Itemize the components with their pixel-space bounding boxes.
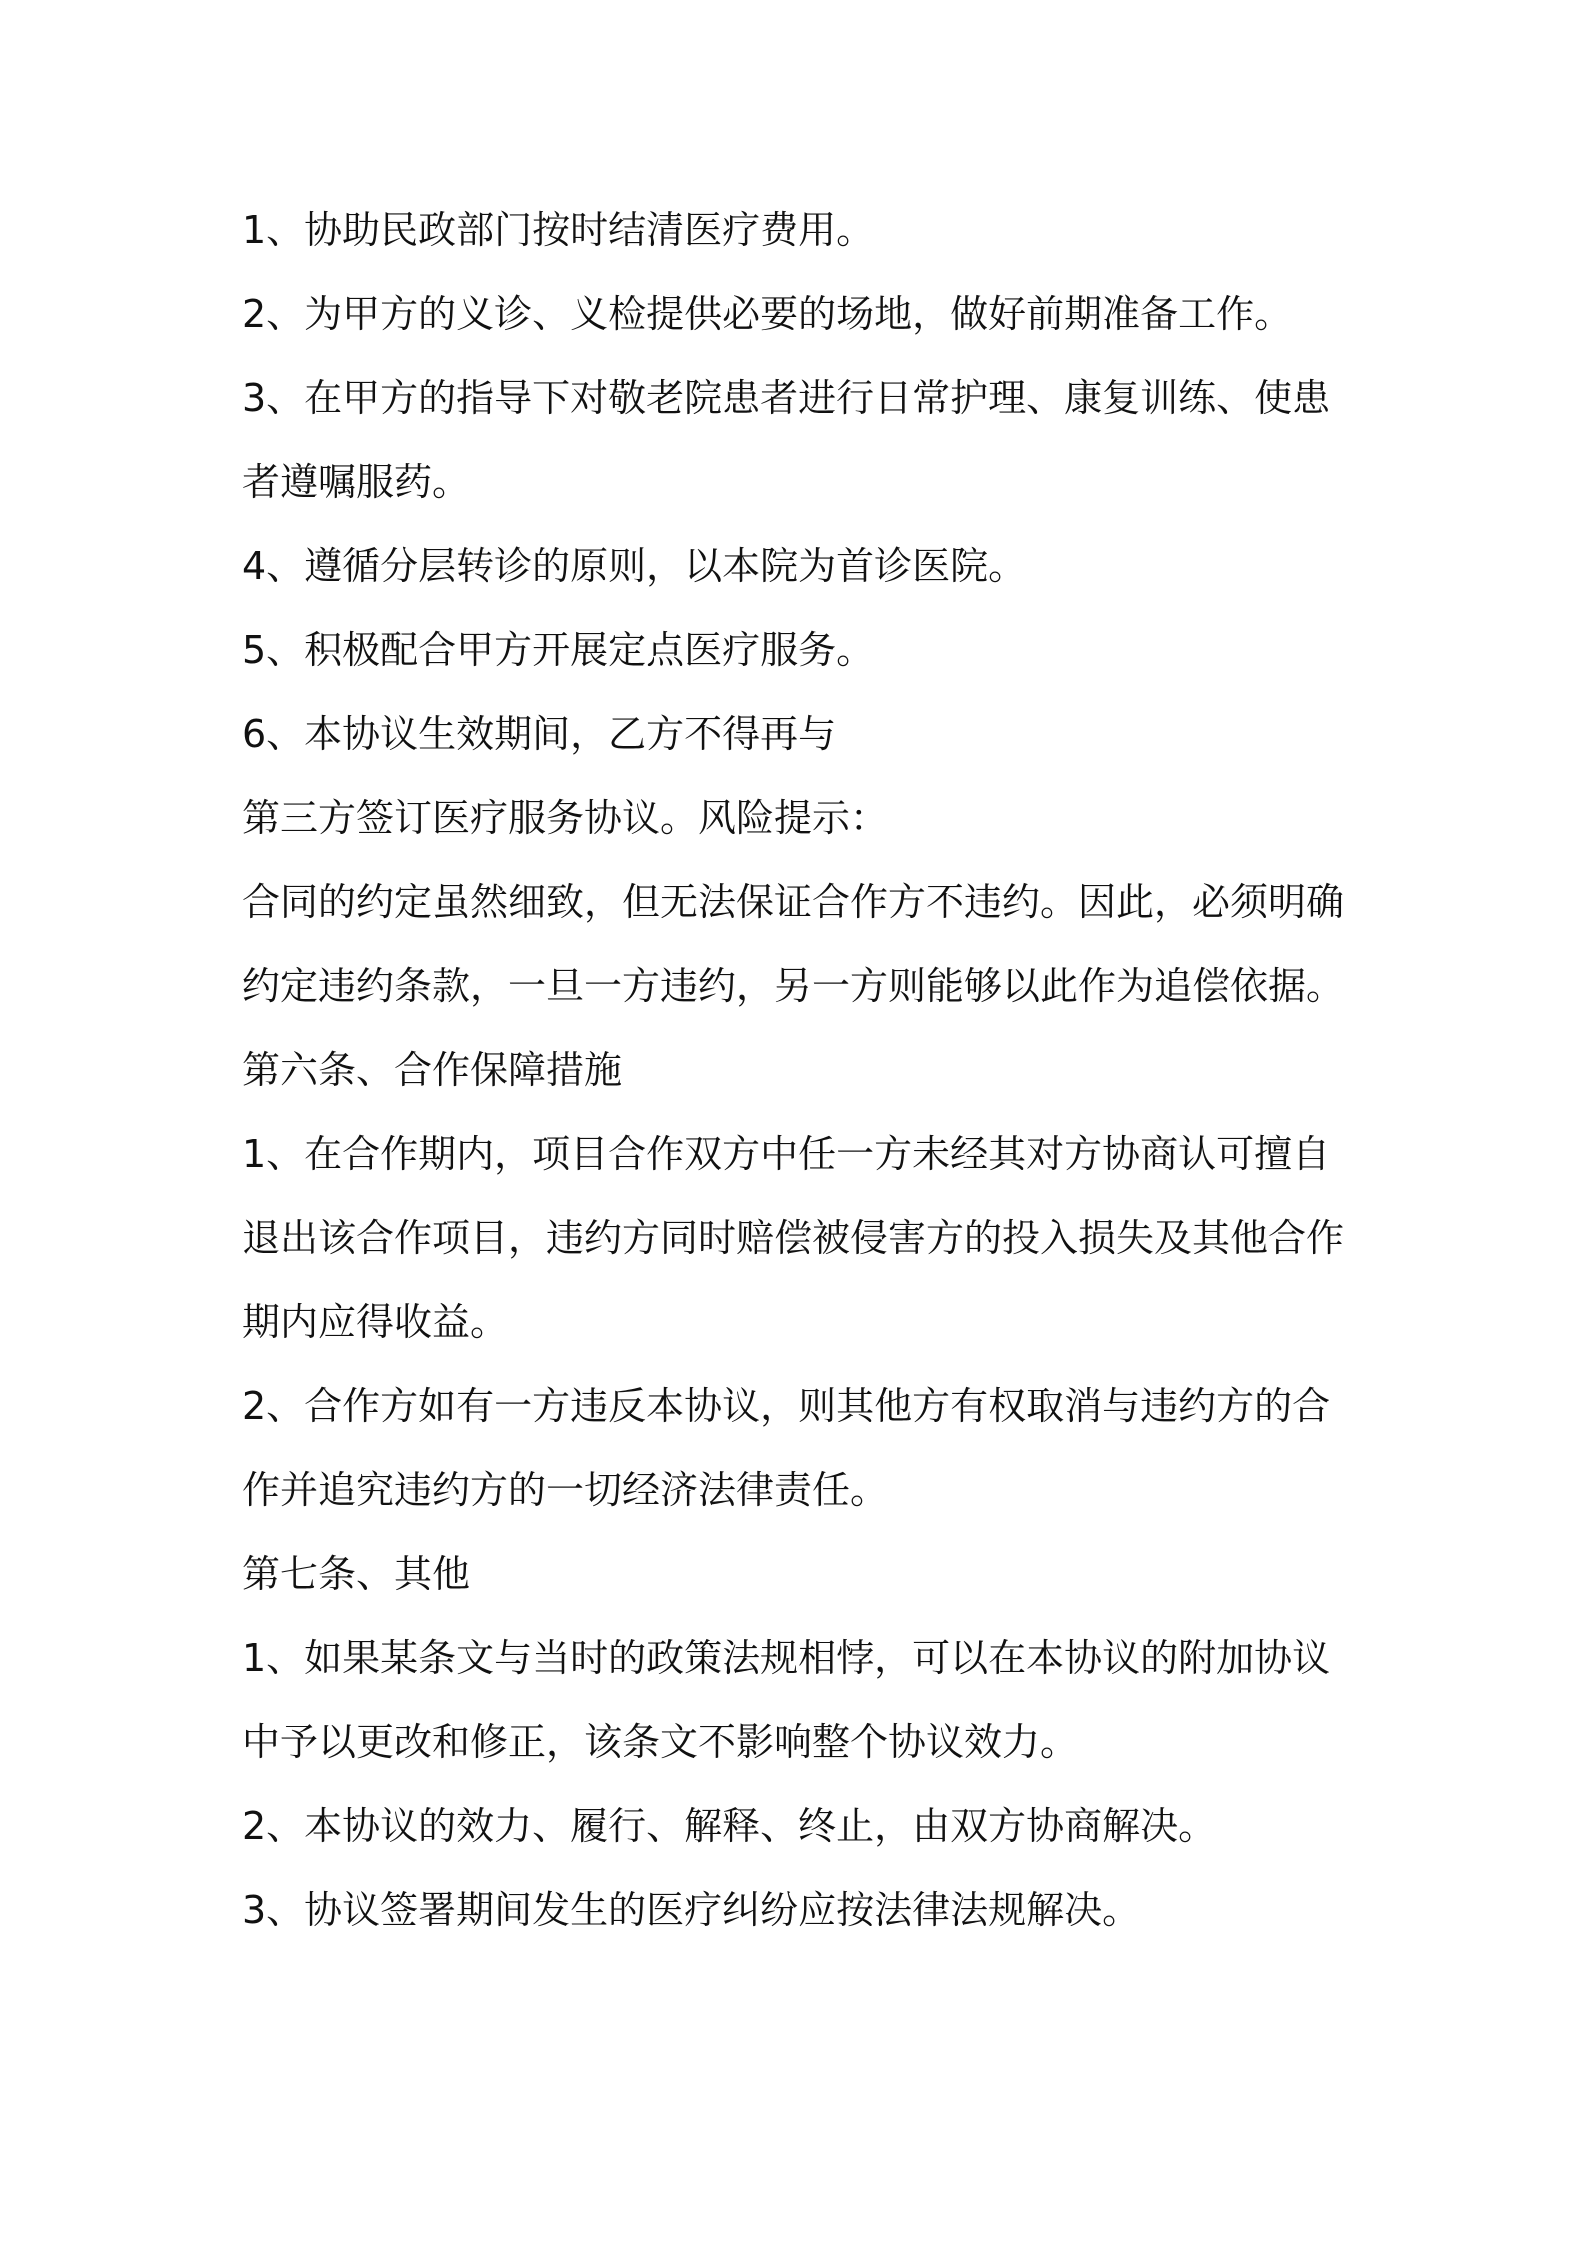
section-heading-article-6: 第六条、合作保障措施 bbox=[242, 1048, 623, 1092]
paragraph-clause-1: 1、协助民政部门按时结清医疗费用。 bbox=[242, 208, 875, 252]
paragraph-article-6-item-1: 1、在合作期内，项目合作双方中任一方未经其对方协商认可擅自退出该合作项目，违约方同时赔偿被侵害方的投入损失及其他合作期内应得收益。 bbox=[242, 1132, 1345, 1344]
paragraph-article-7-item-2: 2、本协议的效力、履行、解释、终止，由双方协商解决。 bbox=[242, 1804, 1217, 1848]
paragraph-risk-text: 合同的约定虽然细致，但无法保证合作方不违约。因此，必须明确约定违约条款，一旦一方违约，另一方则能够以此作为追偿依据。 bbox=[242, 880, 1345, 1008]
paragraph-clause-4: 4、遵循分层转诊的原则，以本院为首诊医院。 bbox=[242, 544, 1027, 588]
section-heading-article-7: 第七条、其他 bbox=[242, 1552, 471, 1596]
paragraph-article-7-item-3: 3、协议签署期间发生的医疗纠纷应按法律法规解决。 bbox=[242, 1888, 1141, 1932]
paragraph-clause-6: 6、本协议生效期间，乙方不得再与 bbox=[242, 712, 837, 756]
paragraph-article-6-item-2: 2、合作方如有一方违反本协议，则其他方有权取消与违约方的合作并追究违约方的一切经济法律责任。 bbox=[242, 1384, 1331, 1512]
paragraph-risk-heading: 第三方签订医疗服务协议。风险提示： bbox=[242, 796, 889, 840]
paragraph-clause-3: 3、在甲方的指导下对敬老院患者进行日常护理、康复训练、使患者遵嘱服药。 bbox=[242, 376, 1331, 504]
paragraph-clause-5: 5、积极配合甲方开展定点医疗服务。 bbox=[242, 628, 875, 672]
paragraph-clause-2: 2、为甲方的义诊、义检提供必要的场地，做好前期准备工作。 bbox=[242, 292, 1293, 336]
document-body bbox=[242, 188, 1360, 1952]
paragraph-article-7-item-1: 1、如果某条文与当时的政策法规相悖，可以在本协议的附加协议中予以更改和修正，该条文不影响整个协议效力。 bbox=[242, 1636, 1331, 1764]
